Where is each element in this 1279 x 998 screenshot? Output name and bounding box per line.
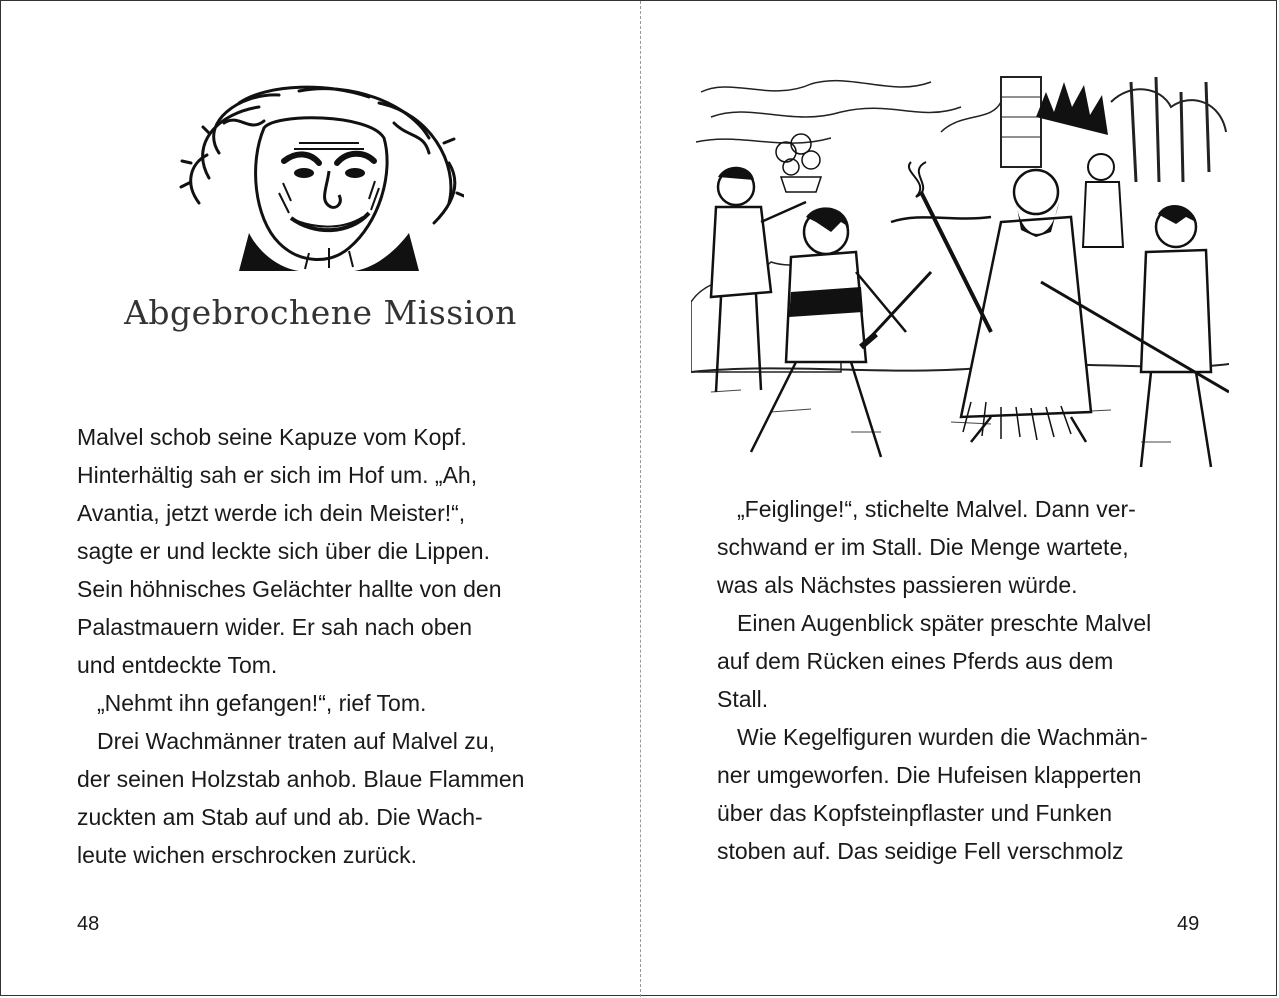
villain-portrait-illustration — [179, 83, 464, 271]
text-line: „Feiglinge!“, stichelte Malvel. Dann ver- — [737, 496, 1136, 522]
text-line: Sein höhnisches Gelächter hallte von den — [77, 576, 502, 602]
text-line: Palastmauern wider. Er sah nach oben — [77, 614, 473, 640]
page-number: 48 — [77, 913, 100, 935]
text-line: stoben auf. Das seidige Fell verschmolz — [717, 838, 1124, 864]
text-line: was als Nächstes passieren würde. — [717, 572, 1078, 598]
left-page — [1, 1, 640, 997]
text-line: auf dem Rücken eines Pferds aus dem — [717, 648, 1114, 674]
text-line: Avantia, jetzt werde ich dein Meister!“, — [77, 500, 466, 526]
text-line: der seinen Holzstab anhob. Blaue Flammen — [77, 766, 525, 792]
text-line: Einen Augenblick später preschte Malvel — [737, 610, 1152, 636]
text-line: ner umgeworfen. Die Hufeisen klapperten — [717, 762, 1142, 788]
text-line: Drei Wachmänner traten auf Malvel zu, — [97, 728, 495, 754]
text-line: Hinterhältig sah er sich im Hof um. „Ah, — [77, 462, 478, 488]
text-line: „Nehmt ihn gefangen!“, rief Tom. — [97, 690, 427, 716]
text-line: und entdeckte Tom. — [77, 652, 278, 678]
text-line: schwand er im Stall. Die Menge wartete, — [717, 534, 1129, 560]
right-page — [641, 1, 1278, 997]
chapter-title: Abgebrochene Mission — [124, 293, 517, 332]
text-line: Malvel schob seine Kapuze vom Kopf. — [77, 424, 467, 450]
page-number: 49 — [1177, 913, 1200, 935]
right-page-body-text — [717, 490, 1151, 870]
text-line: über das Kopfsteinpflaster und Funken — [717, 800, 1113, 826]
text-line: zuckten am Stab auf und ab. Die Wach- — [77, 804, 483, 830]
text-line: leute wichen erschrocken zurück. — [77, 842, 418, 868]
text-line: sagte er und leckte sich über die Lippen. — [77, 538, 490, 564]
text-line: Wie Kegelfiguren wurden die Wachmän- — [737, 724, 1148, 750]
left-page-body-text — [77, 418, 524, 874]
text-line: Stall. — [717, 686, 769, 712]
battle-scene-illustration — [691, 72, 1229, 476]
